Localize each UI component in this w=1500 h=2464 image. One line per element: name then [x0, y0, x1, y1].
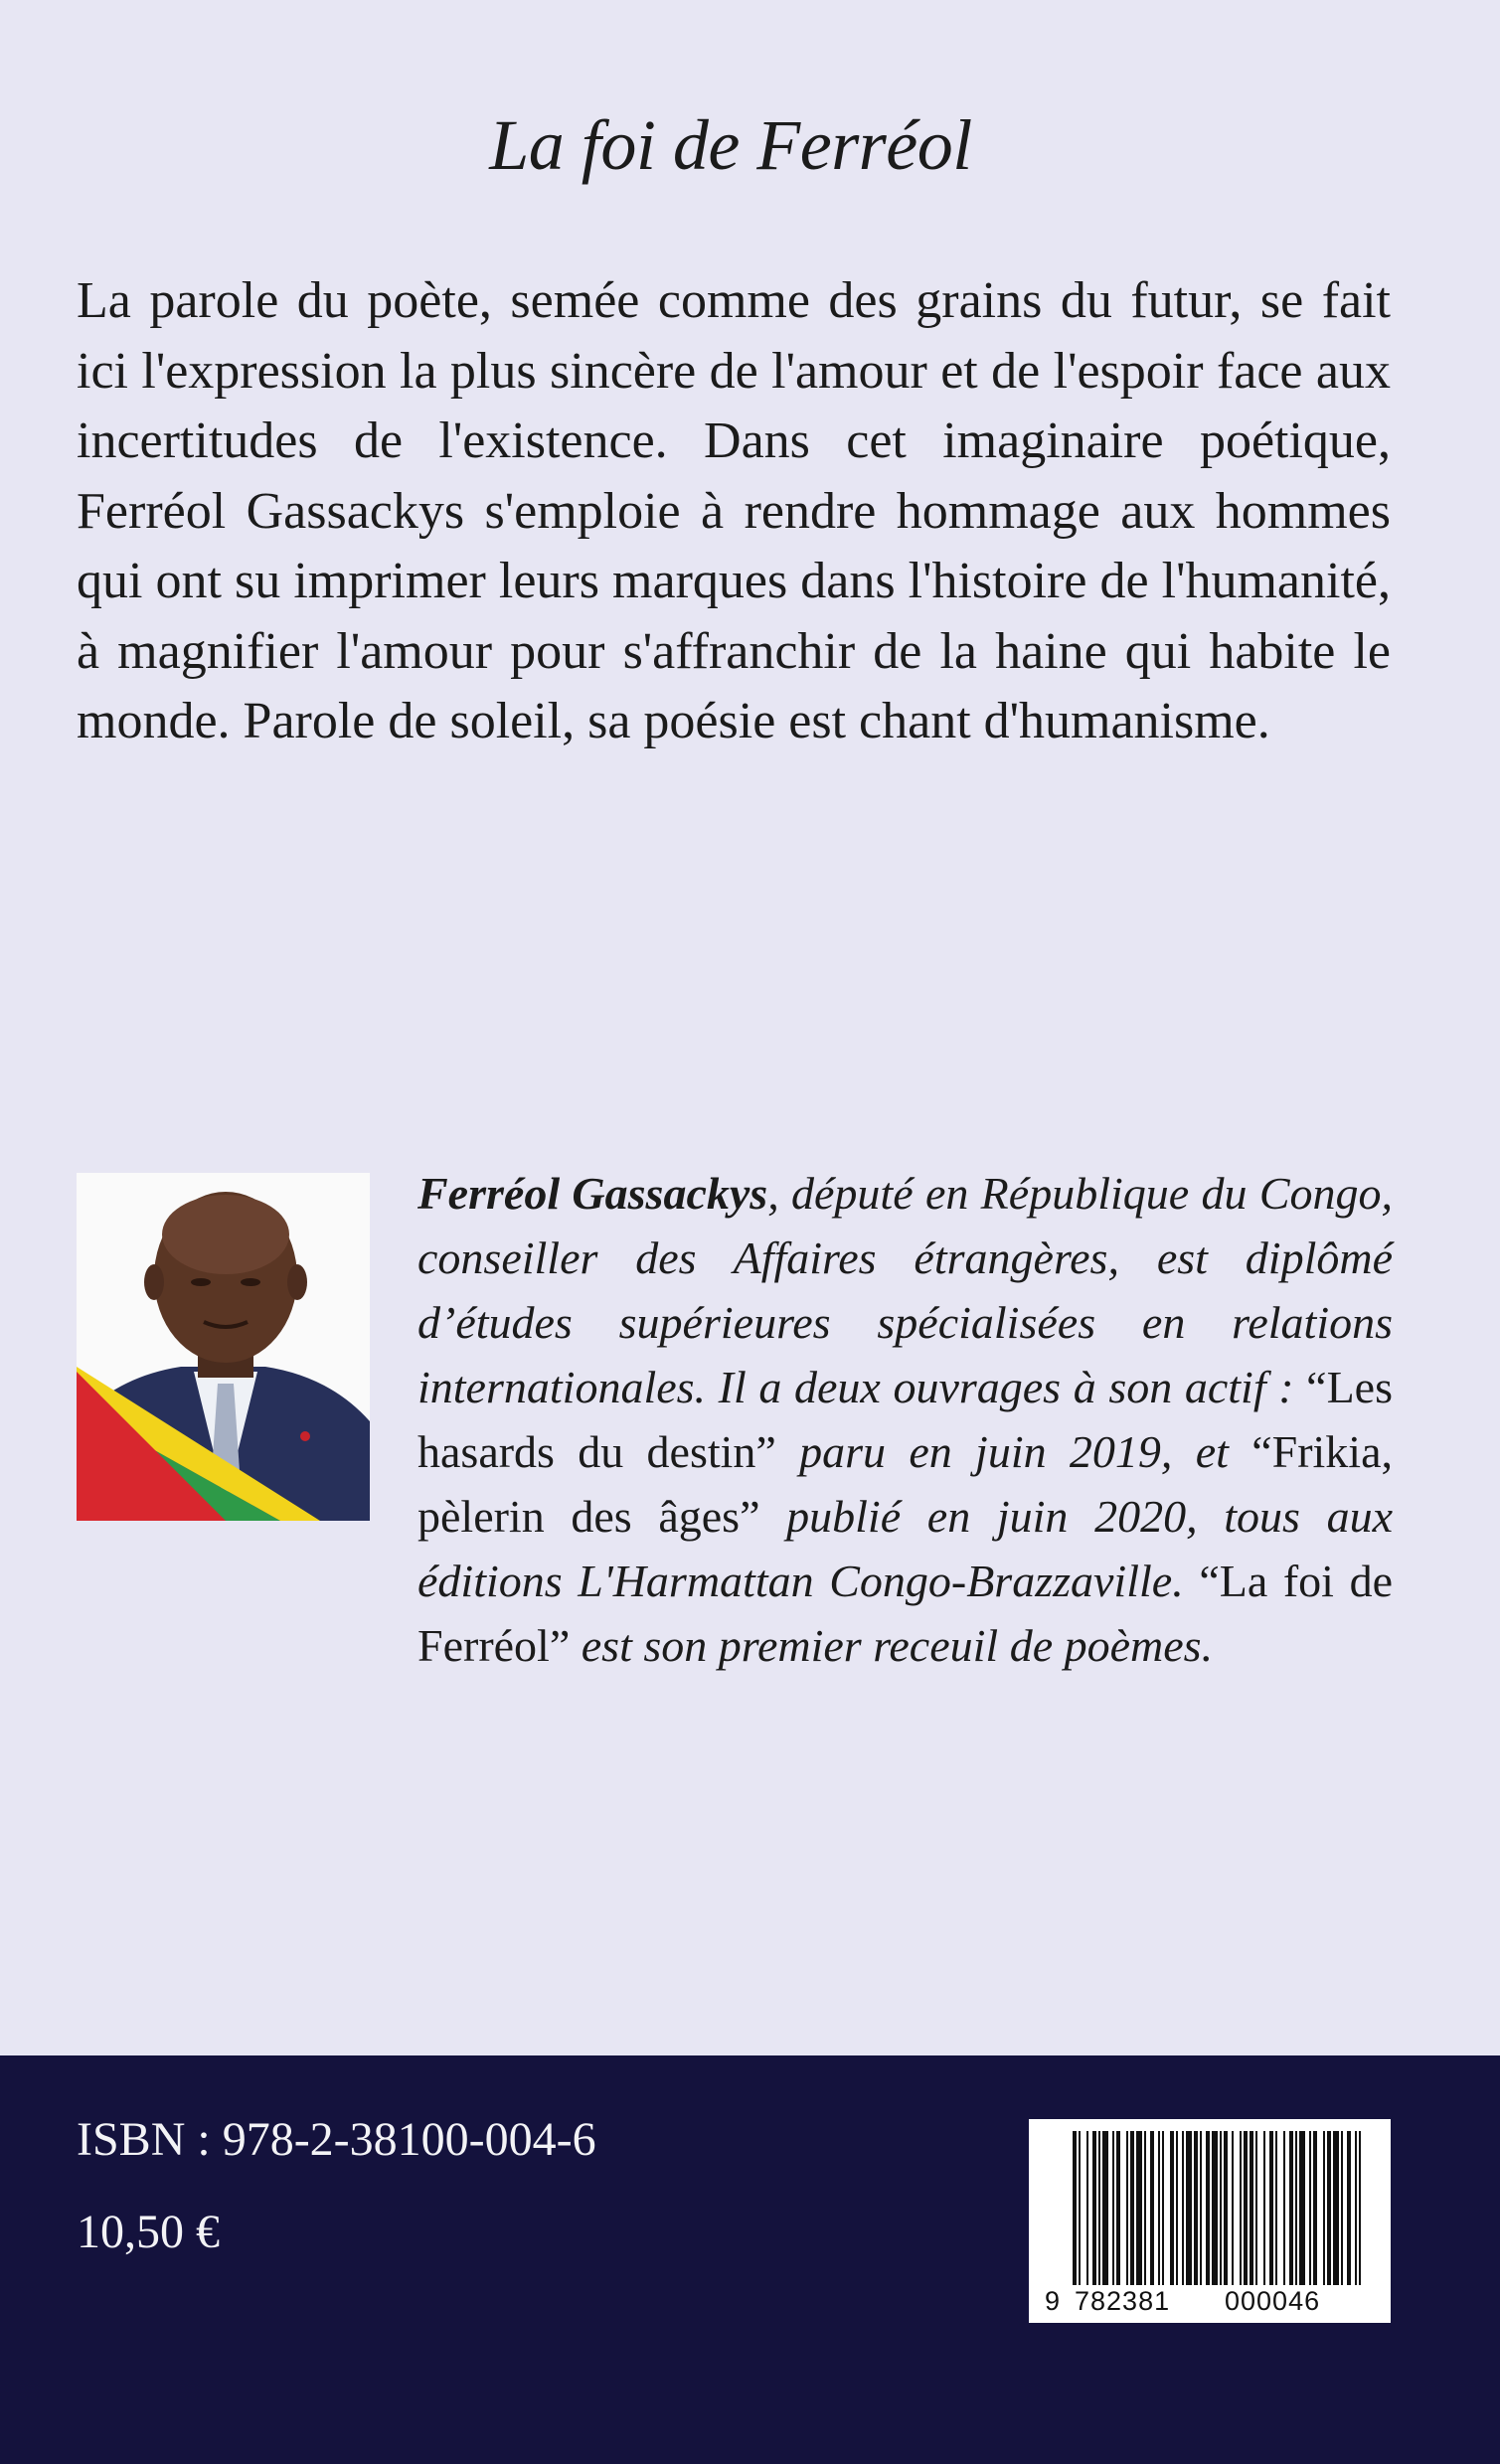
barcode-bar: [1158, 2131, 1160, 2285]
barcode-bar: [1255, 2131, 1257, 2285]
author-name: Ferréol Gassackys: [417, 1168, 768, 1219]
barcode-bar: [1295, 2131, 1297, 2285]
isbn-label: ISBN : 978-2-38100-004-6: [77, 2113, 596, 2166]
barcode-bar: [1130, 2131, 1134, 2285]
barcode-bar: [1269, 2131, 1273, 2285]
barcode-bar: [1327, 2131, 1331, 2285]
barcode-bar: [1224, 2131, 1228, 2285]
price-label: 10,50 €: [77, 2206, 220, 2258]
barcode-bar: [1112, 2131, 1114, 2285]
bio-text-2: paru en juin 2019, et: [775, 1426, 1252, 1477]
author-portrait-image: [77, 1173, 370, 1521]
barcode-bar: [1355, 2131, 1357, 2285]
barcode-bar: [1136, 2131, 1142, 2285]
bio-text-1: , député en République du Congo, conseiller des Affaires étrangères, est diplômé d’études supérieures spécialisées en relations internationales. Il a deux ouvrages à son actif :: [417, 1168, 1393, 1412]
barcode-bar: [1170, 2131, 1174, 2285]
barcode-bar: [1244, 2131, 1248, 2285]
barcode-bar: [1098, 2131, 1100, 2285]
barcode-bar: [1186, 2131, 1192, 2285]
barcode-bar: [1092, 2131, 1096, 2285]
barcode-bar: [1206, 2131, 1210, 2285]
barcode-bar: [1079, 2131, 1081, 2285]
barcode-bar: [1240, 2131, 1242, 2285]
book-reference-2: “Frikia, pèlerin des âges”: [417, 1426, 1393, 1542]
barcode-bar: [1086, 2131, 1088, 2285]
barcode-bar: [1212, 2131, 1218, 2285]
author-photo: [77, 1173, 370, 1521]
barcode-bar: [1116, 2131, 1120, 2285]
barcode-bar: [1309, 2131, 1311, 2285]
barcode-bar: [1313, 2131, 1317, 2285]
barcode-bar: [1176, 2131, 1178, 2285]
barcode-bar: [1232, 2131, 1234, 2285]
barcode-bar: [1299, 2131, 1305, 2285]
barcode-bar: [1150, 2131, 1154, 2285]
barcode-bar: [1126, 2131, 1128, 2285]
barcode-bar: [1341, 2131, 1343, 2285]
barcode-bar: [1102, 2131, 1108, 2285]
barcode-bar: [1220, 2131, 1222, 2285]
barcode-right-group: 000046: [1225, 2286, 1321, 2316]
barcode-bar: [1359, 2131, 1361, 2285]
barcode-bar: [1200, 2131, 1202, 2285]
barcode-first-digit: 9: [1045, 2286, 1062, 2316]
barcode-bar: [1182, 2131, 1184, 2285]
barcode-bar: [1162, 2131, 1164, 2285]
book-blurb: La parole du poète, semée comme des grains du futur, se fait ici l'expression la plus sincère de l'amour et de l'espoir face aux incertitudes de l'existence. Dans cet imaginaire poétique, Ferréol Gassackys s'emploie à rendre hommage aux hommes qui ont su imprimer leurs marques dans l'histoire de l'humanité, à magnifier l'amour pour s'affranchir de la haine qui habite le monde. Parole de soleil, sa poésie est chant d'humanisme.: [77, 272, 1391, 749]
book-reference-1: “Les hasards du destin”: [417, 1362, 1393, 1477]
bio-text-4: est son premier receuil de poèmes.: [570, 1620, 1214, 1671]
barcode-bar: [1144, 2131, 1146, 2285]
barcode-bar: [1333, 2131, 1339, 2285]
barcode-bar: [1194, 2131, 1198, 2285]
barcode-bar: [1283, 2131, 1285, 2285]
barcode-bar: [1073, 2131, 1077, 2285]
barcode-bar: [1263, 2131, 1265, 2285]
barcode-bar: [1275, 2131, 1277, 2285]
book-title: La foi de Ferréol: [489, 105, 972, 185]
bio-text-3: publié en juin 2020, tous aux éditions L'Harmattan Congo-Brazzaville.: [417, 1491, 1393, 1606]
barcode-bar: [1323, 2131, 1325, 2285]
book-reference-3: “La foi de Ferréol”: [417, 1556, 1393, 1671]
barcode-bar: [1250, 2131, 1253, 2285]
barcode: [1029, 2119, 1391, 2323]
barcode-left-group: 782381: [1075, 2286, 1171, 2316]
barcode-bar: [1289, 2131, 1293, 2285]
barcode-bar: [1347, 2131, 1351, 2285]
author-bio: [417, 1161, 1393, 1678]
